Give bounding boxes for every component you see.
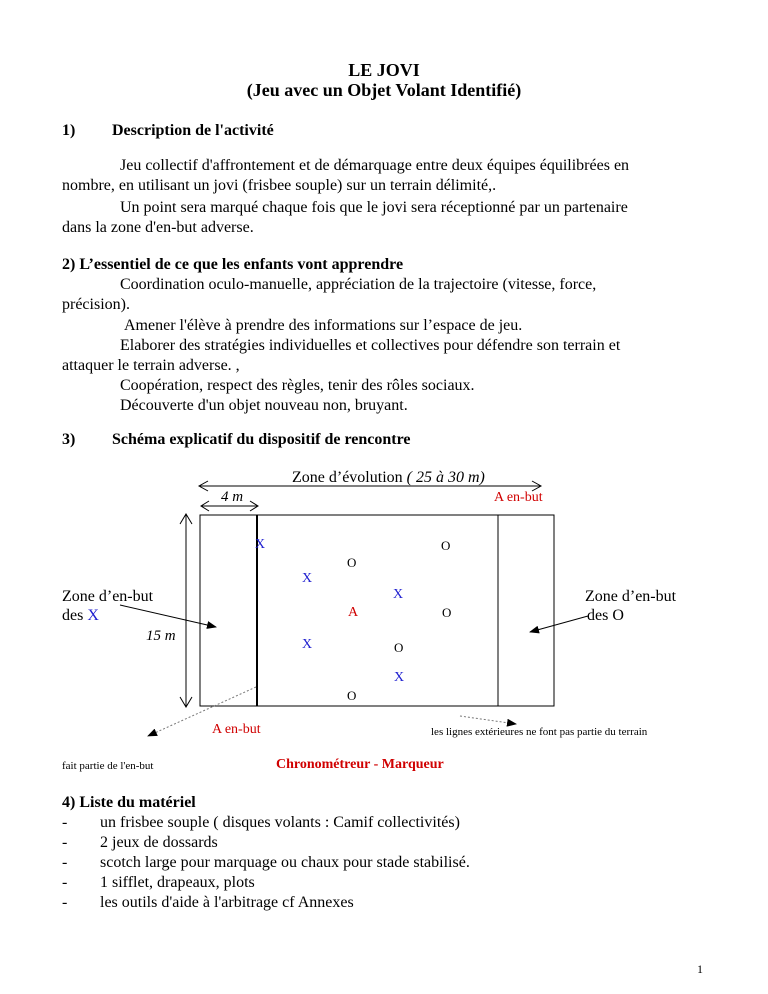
- material-item: - scotch large pour marquage ou chaux pour stade stabilisé.: [62, 854, 470, 871]
- section3-heading: Schéma explicatif du dispositif de rencontre: [112, 431, 411, 448]
- material-item: - les outils d'aide à l'arbitrage cf Annexes: [62, 894, 354, 911]
- player-x: X: [394, 670, 405, 685]
- player-o: O: [441, 538, 451, 553]
- zone-o-label-2: des O: [587, 607, 624, 624]
- player-o: O: [442, 605, 452, 620]
- section1-line: Jeu collectif d'affrontement et de démarquage entre deux équipes équilibrées en: [120, 157, 630, 174]
- section2-line: Découverte d'un objet nouveau non, bruyant.: [120, 397, 408, 414]
- field-outline: [200, 515, 554, 706]
- player-o: O: [347, 688, 357, 703]
- page-number: 1: [697, 962, 703, 976]
- a-en-but-bottom: A en-but: [212, 722, 261, 737]
- a-en-but-top: A en-but: [494, 490, 543, 505]
- section2-line: Amener l'élève à prendre des informations sur l’espace de jeu.: [124, 317, 523, 334]
- player-o: O: [394, 640, 404, 655]
- note-right-pointer: [460, 716, 516, 724]
- zone-x-label-2: des X: [62, 607, 99, 624]
- section1-number: 1): [62, 122, 76, 139]
- player-x: X: [255, 537, 266, 552]
- zone-o-pointer: [530, 616, 588, 632]
- section1-line: nombre, en utilisant un jovi (frisbee souple) sur un terrain délimité,.: [62, 177, 497, 194]
- zone-evolution-label: Zone d’évolution ( 25 à 30 m): [292, 469, 485, 486]
- width-label: 4 m: [221, 489, 244, 505]
- section2-line: Coopération, respect des règles, tenir des rôles sociaux.: [120, 377, 475, 394]
- section1-heading: Description de l'activité: [112, 122, 274, 139]
- player-o: O: [347, 555, 357, 570]
- material-item: - 2 jeux de dossards: [62, 834, 218, 851]
- material-item: - 1 sifflet, drapeaux, plots: [62, 874, 255, 891]
- section2-heading: 2) L’essentiel de ce que les enfants vont apprendre: [62, 256, 404, 273]
- section1-line: Un point sera marqué chaque fois que le jovi sera réceptionné par un partenaire: [120, 199, 628, 216]
- zone-o-label: Zone d’en-but: [585, 588, 677, 605]
- section3-number: 3): [62, 431, 76, 448]
- section1-line: dans la zone d'en-but adverse.: [62, 219, 254, 236]
- material-item: - un frisbee souple ( disques volants : Camif collectivités): [62, 814, 460, 831]
- timekeeper-label: Chronométreur - Marqueur: [276, 757, 444, 772]
- note-right: les lignes extérieures ne font pas partie du terrain: [431, 726, 648, 738]
- section2-line: Elaborer des stratégies individuelles et collectives pour défendre son terrain et: [120, 337, 621, 354]
- zone-x-label: Zone d’en-but: [62, 588, 154, 605]
- section2-line: Coordination oculo-manuelle, appréciation de la trajectoire (vitesse, force,: [120, 276, 597, 293]
- height-label: 15 m: [146, 628, 176, 644]
- center-marker: A: [348, 605, 359, 620]
- player-x: X: [393, 587, 404, 602]
- note-left: fait partie de l'en-but: [62, 760, 154, 772]
- document-subtitle: (Jeu avec un Objet Volant Identifié): [246, 80, 522, 100]
- section2-line: précision).: [62, 296, 130, 313]
- player-x: X: [302, 571, 313, 586]
- zone-x-pointer: [120, 605, 216, 627]
- section2-line: attaquer le terrain adverse. ,: [62, 357, 240, 374]
- section4-heading: 4) Liste du matériel: [62, 794, 196, 811]
- player-x: X: [302, 637, 313, 652]
- document-title: LE JOVI: [348, 60, 420, 80]
